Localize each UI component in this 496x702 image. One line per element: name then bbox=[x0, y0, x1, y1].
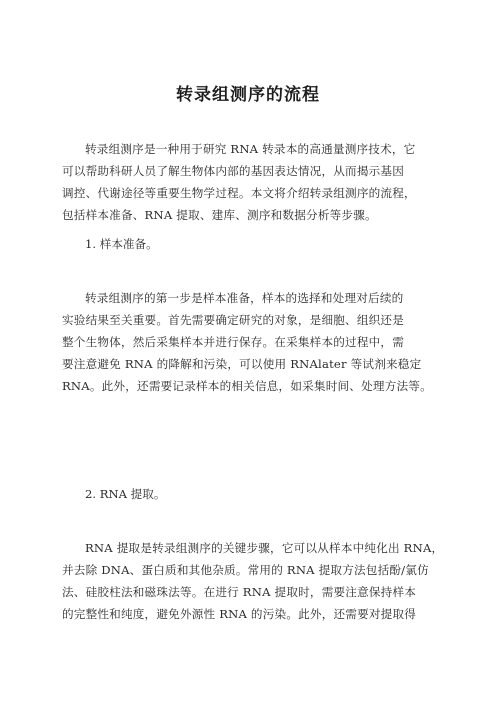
paragraph-line: RNA。此外，还需要记录样本的相关信息，如采集时间、处理方法等。 bbox=[62, 379, 432, 393]
paragraph-line: 要注意避免 RNA 的降解和污染，可以使用 RNAlater 等试剂来稳定 bbox=[62, 357, 422, 371]
paragraph-line: 可以帮助科研人员了解生物体内部的基因表达情况，从而揭示基因 bbox=[62, 164, 405, 178]
section-heading-rna-extraction: 2. RNA 提取。 bbox=[85, 487, 166, 501]
intro-paragraph bbox=[62, 138, 442, 226]
paragraph-line: 转录组测序是一种用于研究 RNA 转录本的高通量测序技术，它 bbox=[85, 142, 416, 156]
paragraph-line: 包括样本准备、RNA 提取、建库、测序和数据分析等步骤。 bbox=[62, 208, 377, 222]
paragraph-line: 转录组测序的第一步是样本准备，样本的选择和处理对后续的 bbox=[85, 291, 404, 305]
section-heading-sample-prep: 1. 样本准备。 bbox=[85, 237, 158, 251]
paragraph-line: RNA 提取是转录组测序的关键步骤，它可以从样本中纯化出 RNA， bbox=[85, 541, 444, 555]
section1-paragraph bbox=[62, 287, 442, 397]
paragraph-line: 并去除 DNA、蛋白质和其他杂质。常用的 RNA 提取方法包括酚/氯仿 bbox=[62, 563, 429, 577]
paragraph-line: 的完整性和纯度，避免外源性 RNA 的污染。此外，还需要对提取得 bbox=[62, 607, 417, 621]
paragraph-line: 调控、代谢途径等重要生物学过程。本文将介绍转录组测序的流程， bbox=[62, 186, 416, 200]
paragraph-line: 实验结果至关重要。首先需要确定研究的对象，是细胞、组织还是 bbox=[62, 313, 405, 327]
paragraph-line: 整个生物体，然后采集样本并进行保存。在采集样本的过程中，需 bbox=[62, 335, 405, 349]
section2-paragraph bbox=[62, 537, 442, 625]
paragraph-line: 法、硅胶柱法和磁珠法等。在进行 RNA 提取时，需要注意保持样本 bbox=[62, 585, 417, 599]
document-title: 转录组测序的流程 bbox=[176, 85, 320, 105]
